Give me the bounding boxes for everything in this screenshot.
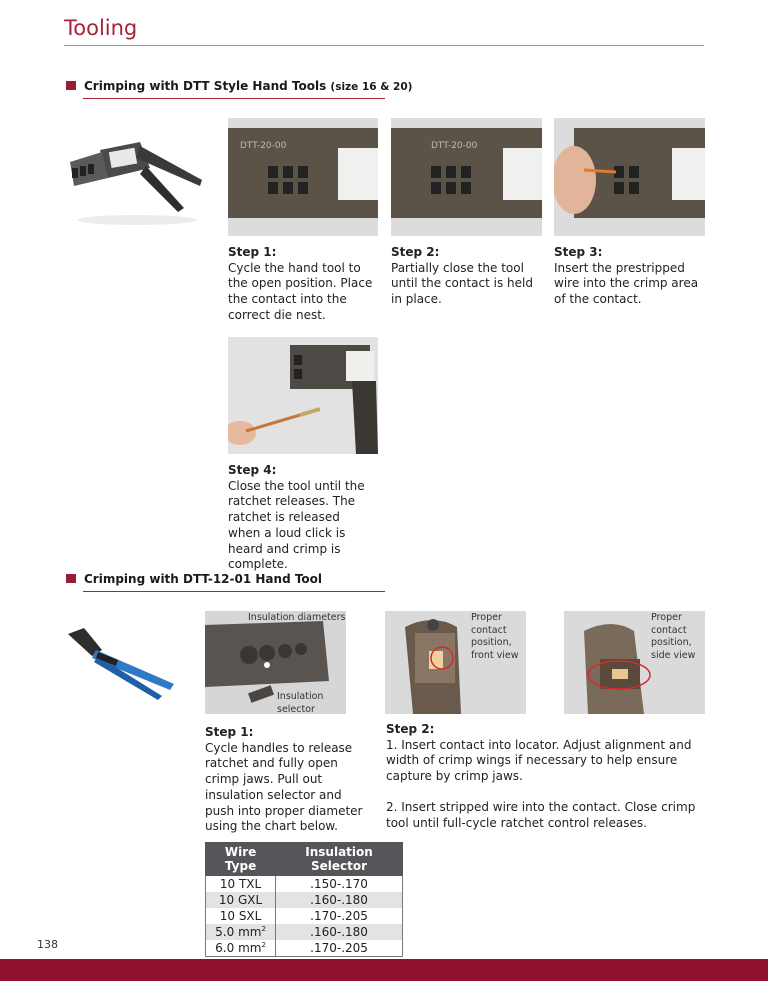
step4-photo	[228, 337, 378, 454]
section1-step4	[228, 463, 368, 573]
dtt-hand-tool-image	[62, 128, 212, 228]
section2-heading	[66, 572, 322, 586]
step2-photo	[391, 118, 542, 236]
page-title: Tooling	[64, 16, 138, 40]
title-divider	[64, 45, 704, 46]
section2-rule	[83, 591, 385, 592]
step-text: Partially close the tool until the contact is held in place.	[391, 260, 533, 307]
step-label: Step 2:	[391, 245, 440, 259]
side-view-callout: Proper contact position, side view	[651, 612, 696, 661]
section1-rule	[83, 98, 385, 99]
front-view-callout: Proper contact position, front view	[471, 612, 519, 661]
selector-cell: .170-.205	[276, 940, 403, 957]
table-row	[206, 892, 403, 908]
selector-cell: .160-.180	[276, 924, 403, 940]
footer-bar	[0, 959, 768, 981]
step-label: Step 2:	[386, 722, 435, 736]
section1-heading	[66, 79, 412, 93]
table-header-row	[206, 843, 403, 876]
step3-photo	[554, 118, 705, 236]
step-label: Step 3:	[554, 245, 603, 259]
section2-heading-text: Crimping with DTT-12-01 Hand Tool	[84, 572, 323, 586]
step-text-line2: 2. Insert stripped wire into the contact. Close crimp tool until full-cycle ratchet control releases.	[386, 799, 696, 830]
selector-cell: .150-.170	[276, 876, 403, 893]
table-row	[206, 908, 403, 924]
table-header-insulation-selector: Insulation Selector	[276, 843, 403, 876]
insulation-diameters-callout: Insulation diameters	[248, 612, 346, 623]
section1-heading-note: (size 16 & 20)	[330, 81, 413, 93]
table-row	[206, 924, 403, 940]
step-label: Step 4:	[228, 463, 277, 477]
selector-cell: .170-.205	[276, 908, 403, 924]
svg-text:DTT-20-00: DTT-20-00	[240, 141, 287, 151]
table-row	[206, 876, 403, 893]
table-header-wire-type: Wire Type	[206, 843, 276, 876]
section1-step1	[228, 245, 380, 324]
wire-type-cell: 5.0 $mm^2$	[206, 924, 276, 940]
svg-text:DTT-20-00: DTT-20-00	[431, 141, 478, 151]
step-text: Insert the prestripped wire into the crimp area of the contact.	[554, 260, 699, 307]
section2-step1	[205, 725, 363, 835]
heading-bullet	[66, 81, 76, 90]
page-number: 138	[37, 938, 58, 951]
selector-cell: .160-.180	[276, 892, 403, 908]
wire-type-cell: 10 SXL	[206, 908, 276, 924]
section1-heading-text: Crimping with DTT Style Hand Tools	[84, 79, 327, 93]
step-text: Cycle the hand tool to the open position. Place the contact into the correct die nest.	[228, 260, 373, 322]
step-text: Close the tool until the ratchet releases. The ratchet is released when a loud click is heard and crimp is complete.	[228, 478, 365, 572]
insulation-selector-callout: Insulation selector	[277, 691, 324, 715]
wire-type-cell: 6.0 $mm^2$	[206, 940, 276, 957]
step1-photo	[228, 118, 378, 236]
table-row	[206, 940, 403, 957]
section1-step3	[554, 245, 706, 308]
wire-type-cell: 10 TXL	[206, 876, 276, 893]
step-label: Step 1:	[228, 245, 277, 259]
section1-step2	[391, 245, 543, 308]
dtt-12-01-tool-image	[62, 622, 182, 702]
heading-bullet	[66, 574, 76, 583]
step-text: Cycle handles to release ratchet and fully open crimp jaws. Pull out insulation selector and push into proper diameter using the chart below.	[205, 740, 363, 834]
insulation-selector-table	[205, 842, 403, 957]
section2-step2	[386, 722, 706, 831]
wire-type-cell: 10 GXL	[206, 892, 276, 908]
step-label: Step 1:	[205, 725, 254, 739]
step-text-line1: 1. Insert contact into locator. Adjust alignment and width of crimp wings if necessary to help ensure capture by crimp jaws.	[386, 737, 692, 784]
